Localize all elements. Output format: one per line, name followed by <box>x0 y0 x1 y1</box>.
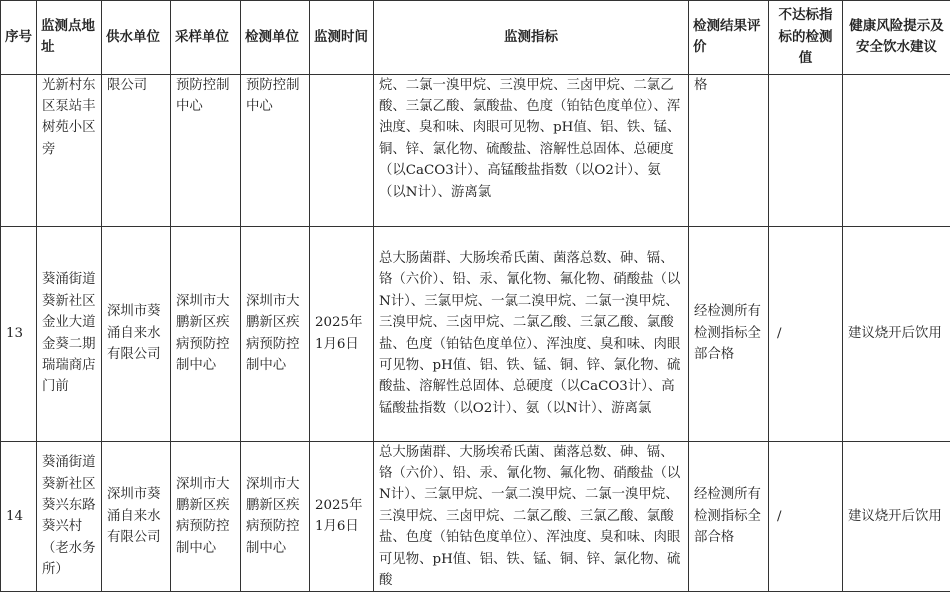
header-result: 检测结果评价 <box>689 1 769 75</box>
header-seq: 序号 <box>1 1 37 75</box>
header-noncompliant: 不达标指标的检测值 <box>769 1 843 75</box>
cell-location: 光新村东区泵站丰树苑小区旁 <box>37 74 102 226</box>
cell-tester: 预防控制中心 <box>241 74 310 226</box>
cell-seq <box>1 74 37 226</box>
header-location: 监测点地址 <box>37 1 102 75</box>
cell-noncompliant: / <box>769 226 843 441</box>
cell-location: 葵涌街道葵新社区金业大道金葵二期瑞瑞商店门前 <box>37 226 102 441</box>
cell-sampler: 深圳市大鹏新区疾病预防控制中心 <box>171 226 241 441</box>
cell-location: 葵涌街道葵新社区葵兴东路葵兴村（老水务所） <box>37 441 102 592</box>
cell-seq: 14 <box>1 441 37 592</box>
cell-supplier: 限公司 <box>102 74 171 226</box>
cell-time: 2025年1月6日 <box>310 441 374 592</box>
cell-advice <box>843 74 950 226</box>
cell-supplier: 深圳市葵涌自来水有限公司 <box>102 226 171 441</box>
table-row <box>1 74 950 226</box>
cell-indicators: 总大肠菌群、大肠埃希氏菌、菌落总数、砷、镉、铬（六价）、铅、汞、氰化物、氟化物、硝酸盐（以N计）、三氯甲烷、一氯二溴甲烷、二氯一溴甲烷、三溴甲烷、三卤甲烷、二氯乙酸、三氯乙酸、氯酸盐、色度（铂钴色度单位）、浑浊度、臭和味、肉眼可见物、pH值、铝、铁、锰、铜、锌、氯化物、硫酸 <box>374 441 689 592</box>
header-sampler: 采样单位 <box>171 1 241 75</box>
header-tester: 检测单位 <box>241 1 310 75</box>
cell-noncompliant <box>769 74 843 226</box>
cell-supplier: 深圳市葵涌自来水有限公司 <box>102 441 171 592</box>
table-row <box>1 226 950 441</box>
cell-tester: 深圳市大鹏新区疾病预防控制中心 <box>241 226 310 441</box>
header-indicators: 监测指标 <box>374 1 689 75</box>
cell-sampler: 预防控制中心 <box>171 74 241 226</box>
cell-noncompliant: / <box>769 441 843 592</box>
cell-sampler: 深圳市大鹏新区疾病预防控制中心 <box>171 441 241 592</box>
table-row <box>1 441 950 592</box>
cell-advice: 建议烧开后饮用 <box>843 226 950 441</box>
cell-indicators: 烷、二氯一溴甲烷、三溴甲烷、三卤甲烷、二氯乙酸、三氯乙酸、氯酸盐、色度（铂钴色度单位）、浑浊度、臭和味、肉眼可见物、pH值、铝、铁、锰、铜、锌、氯化物、硫酸盐、溶解性总固体、总硬度（以CaCO3计）、高锰酸盐指数（以O2计）、氨（以N计）、游离氯 <box>374 74 689 226</box>
cell-time <box>310 74 374 226</box>
header-advice: 健康风险提示及安全饮水建议 <box>843 1 950 75</box>
cell-time: 2025年1月6日 <box>310 226 374 441</box>
cell-seq: 13 <box>1 226 37 441</box>
cell-tester: 深圳市大鹏新区疾病预防控制中心 <box>241 441 310 592</box>
header-supplier: 供水单位 <box>102 1 171 75</box>
header-time: 监测时间 <box>310 1 374 75</box>
cell-result: 经检测所有检测指标全部合格 <box>689 226 769 441</box>
cell-indicators: 总大肠菌群、大肠埃希氏菌、菌落总数、砷、镉、铬（六价）、铅、汞、氰化物、氟化物、硝酸盐（以N计）、三氯甲烷、一氯二溴甲烷、二氯一溴甲烷、三溴甲烷、三卤甲烷、二氯乙酸、三氯乙酸、氯酸盐、色度（铂钴色度单位）、浑浊度、臭和味、肉眼可见物、pH值、铝、铁、锰、铜、锌、氯化物、硫酸盐、溶解性总固体、总硬度（以CaCO3计）、高锰酸盐指数（以O2计）、氨（以N计）、游离氯 <box>374 226 689 441</box>
cell-advice: 建议烧开后饮用 <box>843 441 950 592</box>
header-row <box>1 1 950 75</box>
cell-result: 格 <box>689 74 769 226</box>
cell-result: 经检测所有检测指标全部合格 <box>689 441 769 592</box>
